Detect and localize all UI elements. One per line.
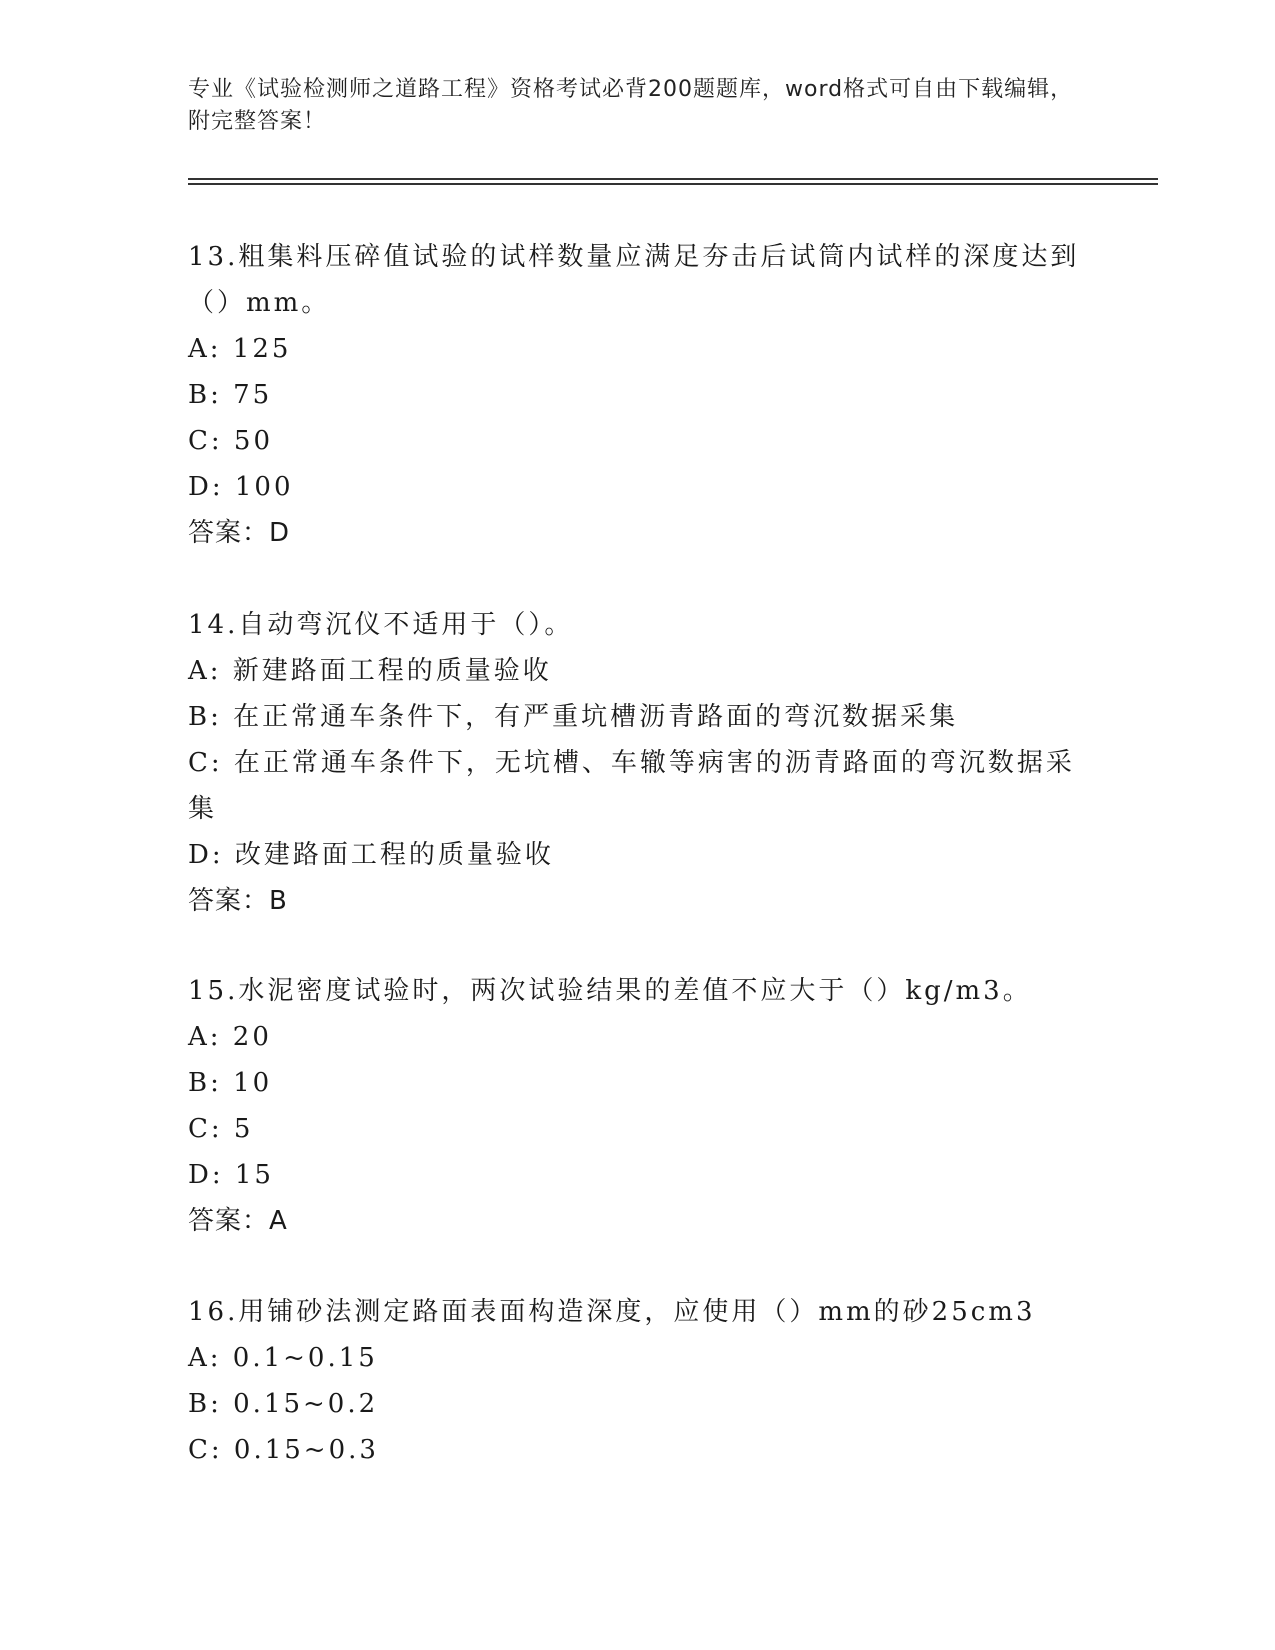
option-a: A: 新建路面工程的质量验收 [188,656,552,686]
option-c: C: 50 [188,426,274,456]
answer-line: 答案：D [188,518,291,548]
option-b: B: 75 [188,380,273,410]
option-d: D: 100 [188,472,294,502]
option-b: B: 10 [188,1068,273,1098]
question-stem: 15.水泥密度试验时，两次试验结果的差值不应大于（）kg/m3。 [188,976,1032,1006]
question-16 [188,1289,1088,1473]
document-header: 专业《试验检测师之道路工程》资格考试必背200题题库，word格式可自由下载编辑，附完整答案！ [188,77,1074,134]
option-c: C: 0.15~0.3 [188,1435,379,1465]
question-15 [188,968,1088,1244]
question-stem: 13.粗集料压碎值试验的试样数量应满足夯击后试筒内试样的深度达到（）mm。 [188,242,1080,318]
option-c: C: 在正常通车条件下，无坑槽、车辙等病害的沥青路面的弯沉数据采集 [188,748,1075,824]
question-14 [188,602,1088,924]
header-divider [188,178,1158,180]
option-d: D: 改建路面工程的质量验收 [188,840,554,870]
question-stem: 16.用铺砂法测定路面表面构造深度，应使用（）mm的砂25cm3 [188,1297,1036,1327]
answer-line: 答案：A [188,1206,288,1236]
option-a: A: 20 [188,1022,272,1052]
question-stem: 14.自动弯沉仪不适用于（）。 [188,610,574,640]
option-b: B: 在正常通车条件下，有严重坑槽沥青路面的弯沉数据采集 [188,702,959,732]
answer-line: 答案：B [188,886,288,916]
header-divider [188,183,1158,185]
option-a: A: 125 [188,334,292,364]
option-a: A: 0.1~0.15 [188,1343,378,1373]
option-d: D: 15 [188,1160,274,1190]
option-b: B: 0.15~0.2 [188,1389,379,1419]
option-c: C: 5 [188,1114,254,1144]
question-13 [188,234,1088,556]
